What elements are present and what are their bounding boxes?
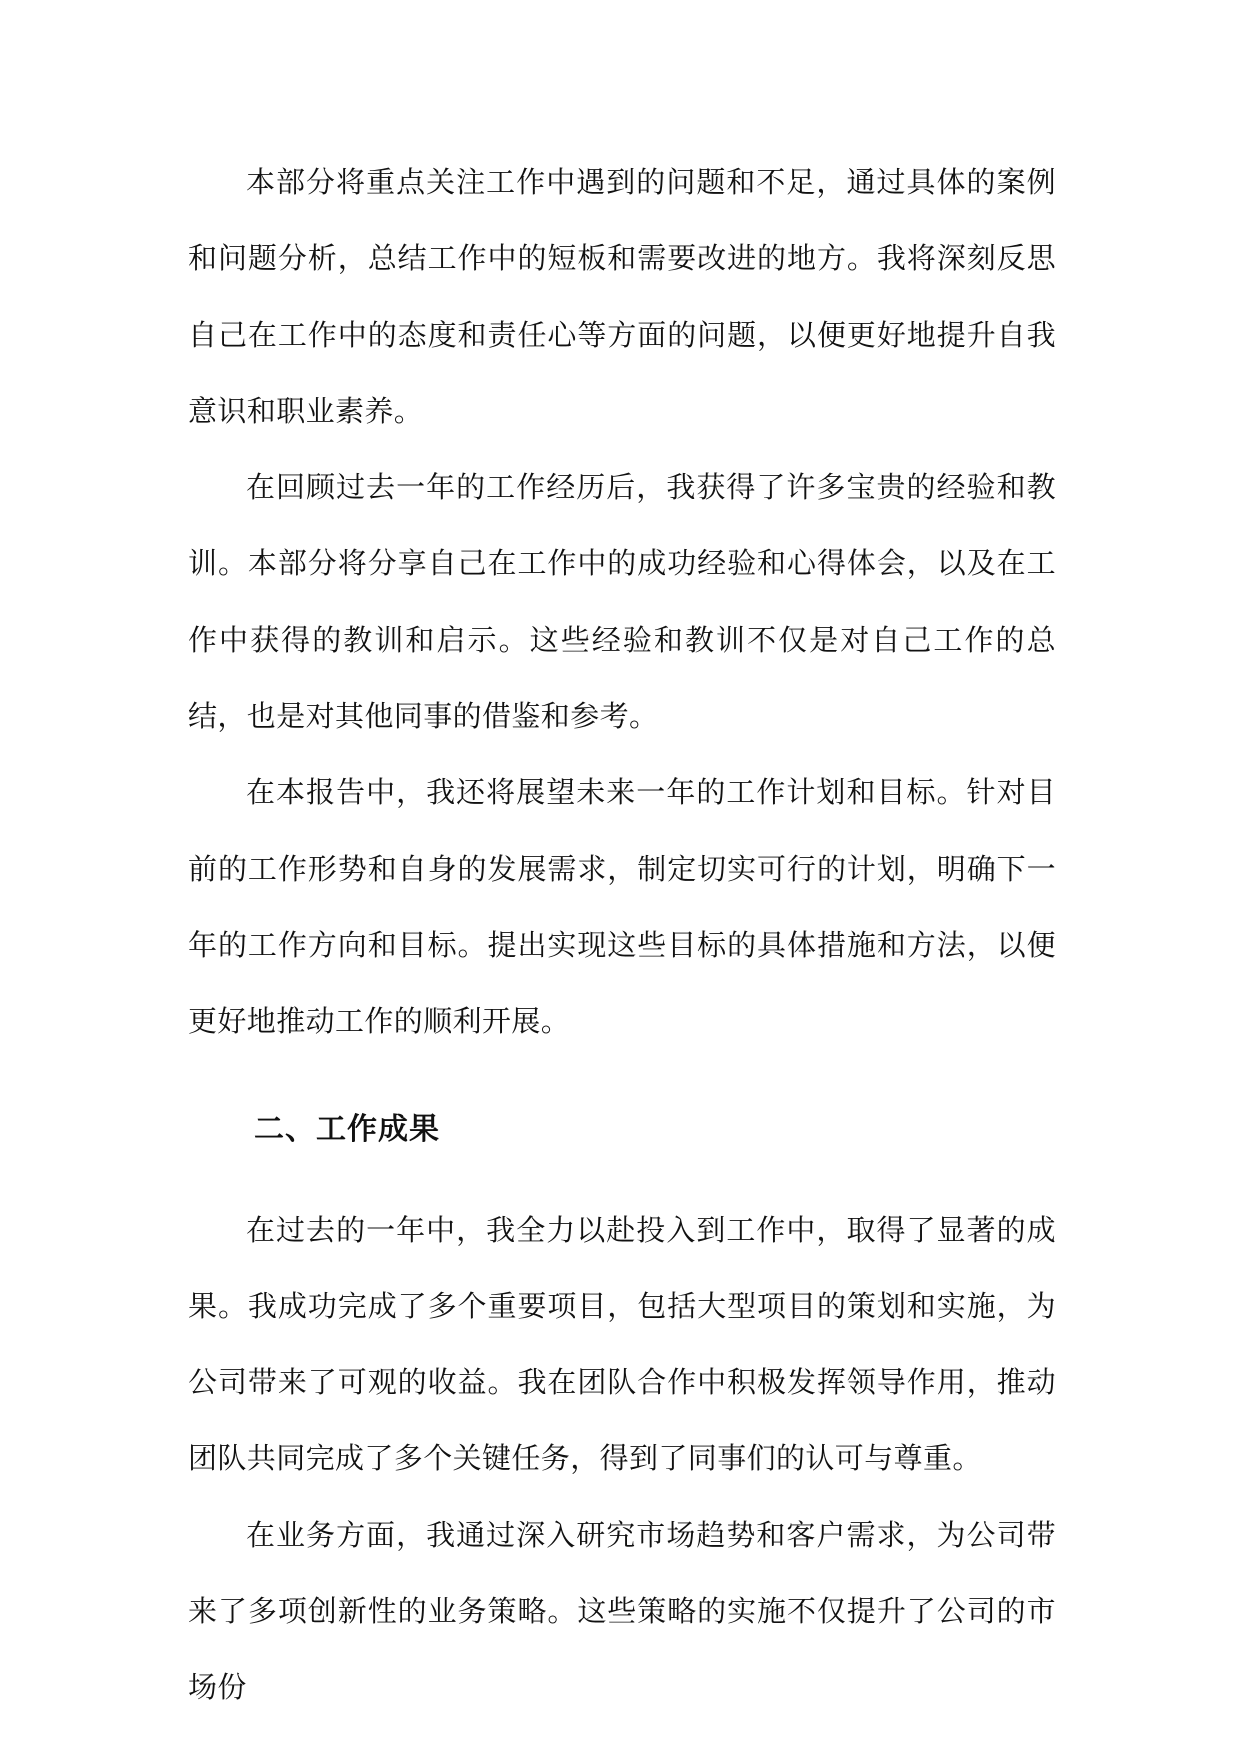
paragraph-experience-lessons: 在回顾过去一年的工作经历后，我获得了许多宝贵的经验和教训。本部分将分享自己在工作中的成功经验和心得体会，以及在工作中获得的教训和启示。这些经验和教训不仅是对自己工作的总结，也是对其他同事的借鉴和参考。 bbox=[188, 470, 1056, 734]
document-body bbox=[188, 144, 1056, 1726]
paragraph-business-strategy: 在业务方面，我通过深入研究市场趋势和客户需求，为公司带来了多项创新性的业务策略。这些策略的实施不仅提升了公司的市场份 bbox=[188, 1517, 1056, 1705]
paragraph-problems-analysis: 本部分将重点关注工作中遇到的问题和不足，通过具体的案例和问题分析，总结工作中的短板和需要改进的地方。我将深刻反思自己在工作中的态度和责任心等方面的问题，以便更好地提升自我意识和职业素养。 bbox=[188, 165, 1056, 428]
paragraph-future-plan: 在本报告中，我还将展望未来一年的工作计划和目标。针对目前的工作形势和自身的发展需求，制定切实可行的计划，明确下一年的工作方向和目标。提出实现这些目标的具体措施和方法，以便更好地推动工作的顺利开展。 bbox=[188, 775, 1056, 1039]
section-heading-work-results: 二、工作成果 bbox=[254, 1111, 440, 1147]
paragraph-achievements: 在过去的一年中，我全力以赴投入到工作中，取得了显著的成果。我成功完成了多个重要项目，包括大型项目的策划和实施，为公司带来了可观的收益。我在团队合作中积极发挥领导作用，推动团队共同完成了多个关键任务，得到了同事们的认可与尊重。 bbox=[188, 1212, 1056, 1476]
